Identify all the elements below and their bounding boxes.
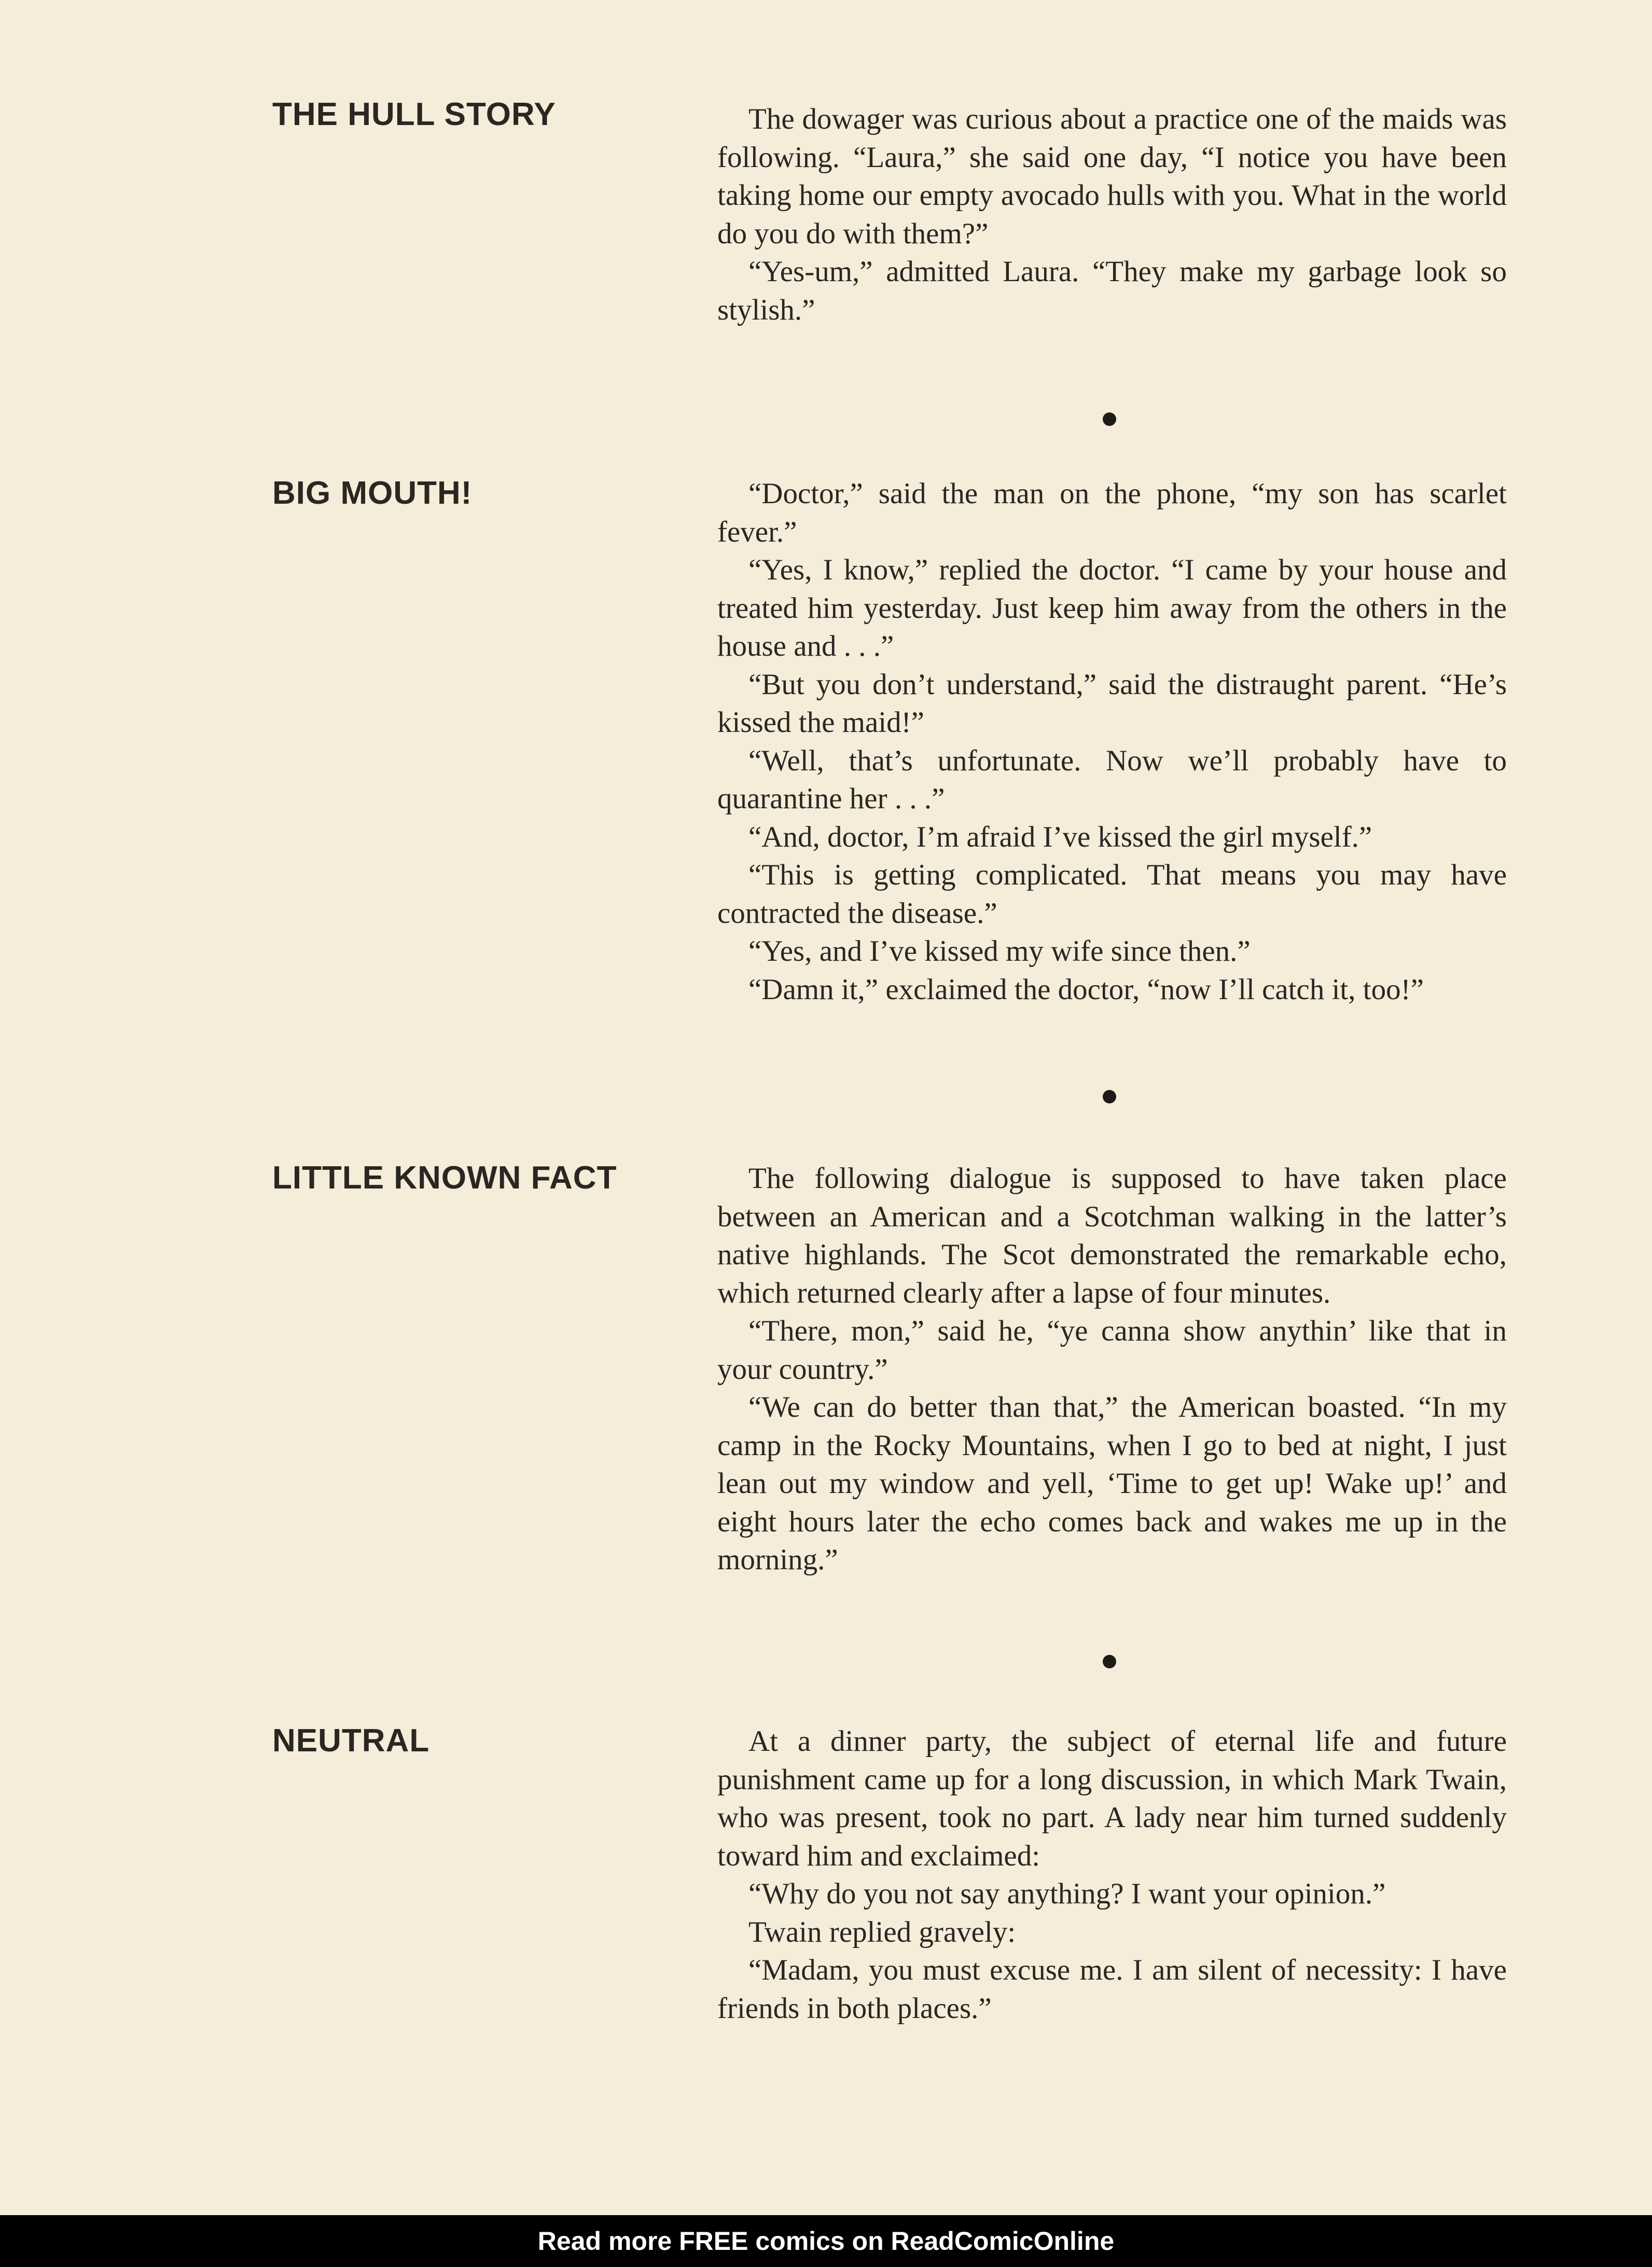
story-paragraph: “Well, that’s unfortunate. Now we’ll probably have to quarantine her . . .” (717, 744, 1507, 815)
footer-banner[interactable] (0, 2215, 1652, 2267)
story-body (717, 475, 1507, 1008)
footer-banner-text[interactable]: Read more FREE comics on ReadComicOnline (537, 2227, 1115, 2256)
story-paragraph: “Doctor,” said the man on the phone, “my son has scarlet fever.” (717, 477, 1507, 548)
story-body (717, 1722, 1507, 2027)
story-paragraph: “We can do better than that,” the American boasted. “In my camp in the Rocky Mountains, when I go to bed at night, I just lean out my window and yell, ‘Time to get up! Wake up!’ and eight hours later the echo comes back and wakes me up in the morning.” (717, 1391, 1507, 1576)
story-heading: BIG MOUTH! (272, 475, 473, 511)
separator-dot (1103, 412, 1116, 426)
story-paragraph: “Yes, and I’ve kissed my wife since then.” (748, 935, 1251, 967)
story-paragraph: “Damn it,” exclaimed the doctor, “now I’ll catch it, too!” (748, 973, 1424, 1006)
separator-dot (1103, 1090, 1116, 1103)
story-body (717, 1159, 1507, 1579)
story-paragraph: “Yes-um,” admitted Laura. “They make my garbage look so stylish.” (717, 255, 1507, 326)
story-paragraph: The dowager was curious about a practice one of the maids was following. “Laura,” she said one day, “I notice you have been taking home our empty avocado hulls with you. What in the world do you do with them?” (717, 103, 1507, 250)
story-paragraph: “Why do you not say anything? I want your opinion.” (748, 1877, 1386, 1910)
story-paragraph: At a dinner party, the subject of eternal life and future punishment came up for a long discussion, in which Mark Twain, who was present, took no part. A lady near him turned suddenly toward him and exclaimed: (717, 1725, 1507, 1872)
story-paragraph: Twain replied gravely: (748, 1915, 1016, 1948)
story-paragraph: “There, mon,” said he, “ye canna show anythin’ like that in your country.” (717, 1315, 1507, 1386)
story-heading: LITTLE KNOWN FACT (272, 1160, 617, 1196)
story-paragraph: “Madam, you must excuse me. I am silent of necessity: I have friends in both places.” (717, 1954, 1507, 2025)
story-paragraph: “This is getting complicated. That means you may have contracted the disease.” (717, 859, 1507, 930)
story-heading: NEUTRAL (272, 1723, 430, 1759)
separator-dot (1103, 1655, 1116, 1668)
story-paragraph: The following dialogue is supposed to have taken place between an American and a Scotchman walking in the latter’s native highlands. The Scot demonstrated the remarkable echo, which returned clearly after a lapse of four minutes. (717, 1162, 1507, 1309)
story-body (717, 100, 1507, 329)
story-paragraph: “Yes, I know,” replied the doctor. “I came by your house and treated him yesterday. Just keep him away from the others in the house and . . .” (717, 554, 1507, 662)
story-paragraph: “But you don’t understand,” said the distraught parent. “He’s kissed the maid!” (717, 668, 1507, 739)
story-paragraph: “And, doctor, I’m afraid I’ve kissed the girl myself.” (748, 820, 1372, 853)
story-heading: THE HULL STORY (272, 96, 556, 132)
